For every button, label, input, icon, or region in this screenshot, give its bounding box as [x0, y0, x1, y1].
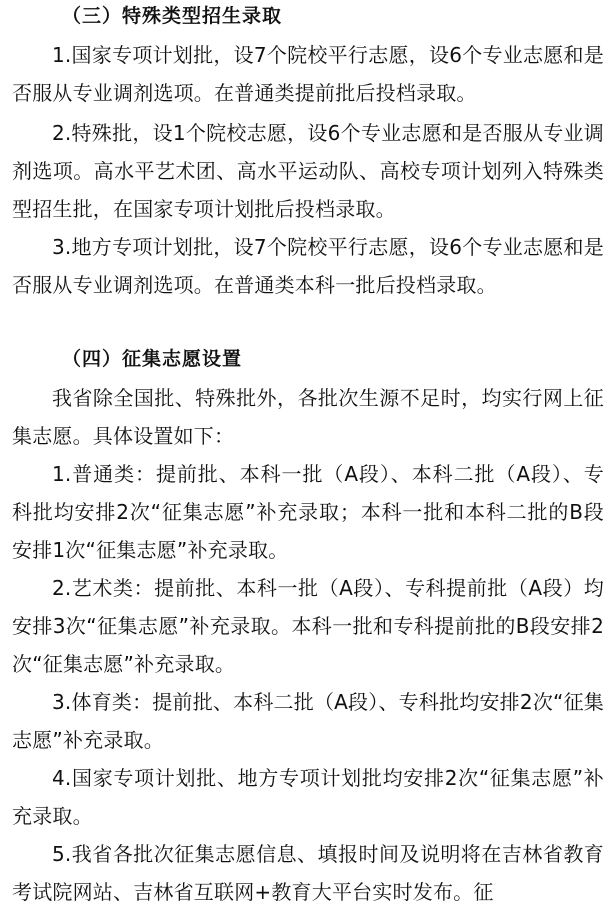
- section-3-heading: （三）特殊类型招生录取: [62, 5, 283, 27]
- section-3-item-1: 1.国家专项计划批，设7个院校平行志愿，设6个专业志愿和是否服从专业调剂选项。在普通类提前批后投档录取。: [12, 43, 604, 105]
- section-4-heading: （四）征集志愿设置: [62, 348, 243, 370]
- section-4-item-4: 4.国家专项计划批、地方专项计划批均安排2次“征集志愿”补充录取。: [12, 766, 604, 828]
- section-4-item-3: 3.体育类：提前批、本科二批（A段）、专科批均安排2次“征集志愿”补充录取。: [12, 690, 604, 752]
- section-3-item-2: 2.特殊批，设1个院校志愿，设6个专业志愿和是否服从专业调剂选项。高水平艺术团、高水平运动队、高校专项计划列入特殊类型招生批，在国家专项计划批后投档录取。: [12, 121, 604, 221]
- section-4-item-1: 1.普通类：提前批、本科一批（A段）、本科二批（A段）、专科批均安排2次“征集志愿”补充录取；本科一批和本科二批的B段安排1次“征集志愿”补充录取。: [12, 462, 604, 562]
- section-4-item-2: 2.艺术类：提前批、本科一批（A段）、专科提前批（A段）均安排3次“征集志愿”补充录取。本科一批和专科提前批的B段安排2次“征集志愿”补充录取。: [12, 576, 604, 676]
- section-3-item-3: 3.地方专项计划批，设7个院校平行志愿，设6个专业志愿和是否服从专业调剂选项。在普通类本科一批后投档录取。: [12, 235, 604, 297]
- section-4-item-5: 5.我省各批次征集志愿信息、填报时间及说明将在吉林省教育考试院网站、吉林省互联网+教育大平台实时发布。征: [12, 842, 604, 904]
- section-4-intro: 我省除全国批、特殊批外，各批次生源不足时，均实行网上征集志愿。具体设置如下：: [12, 386, 604, 448]
